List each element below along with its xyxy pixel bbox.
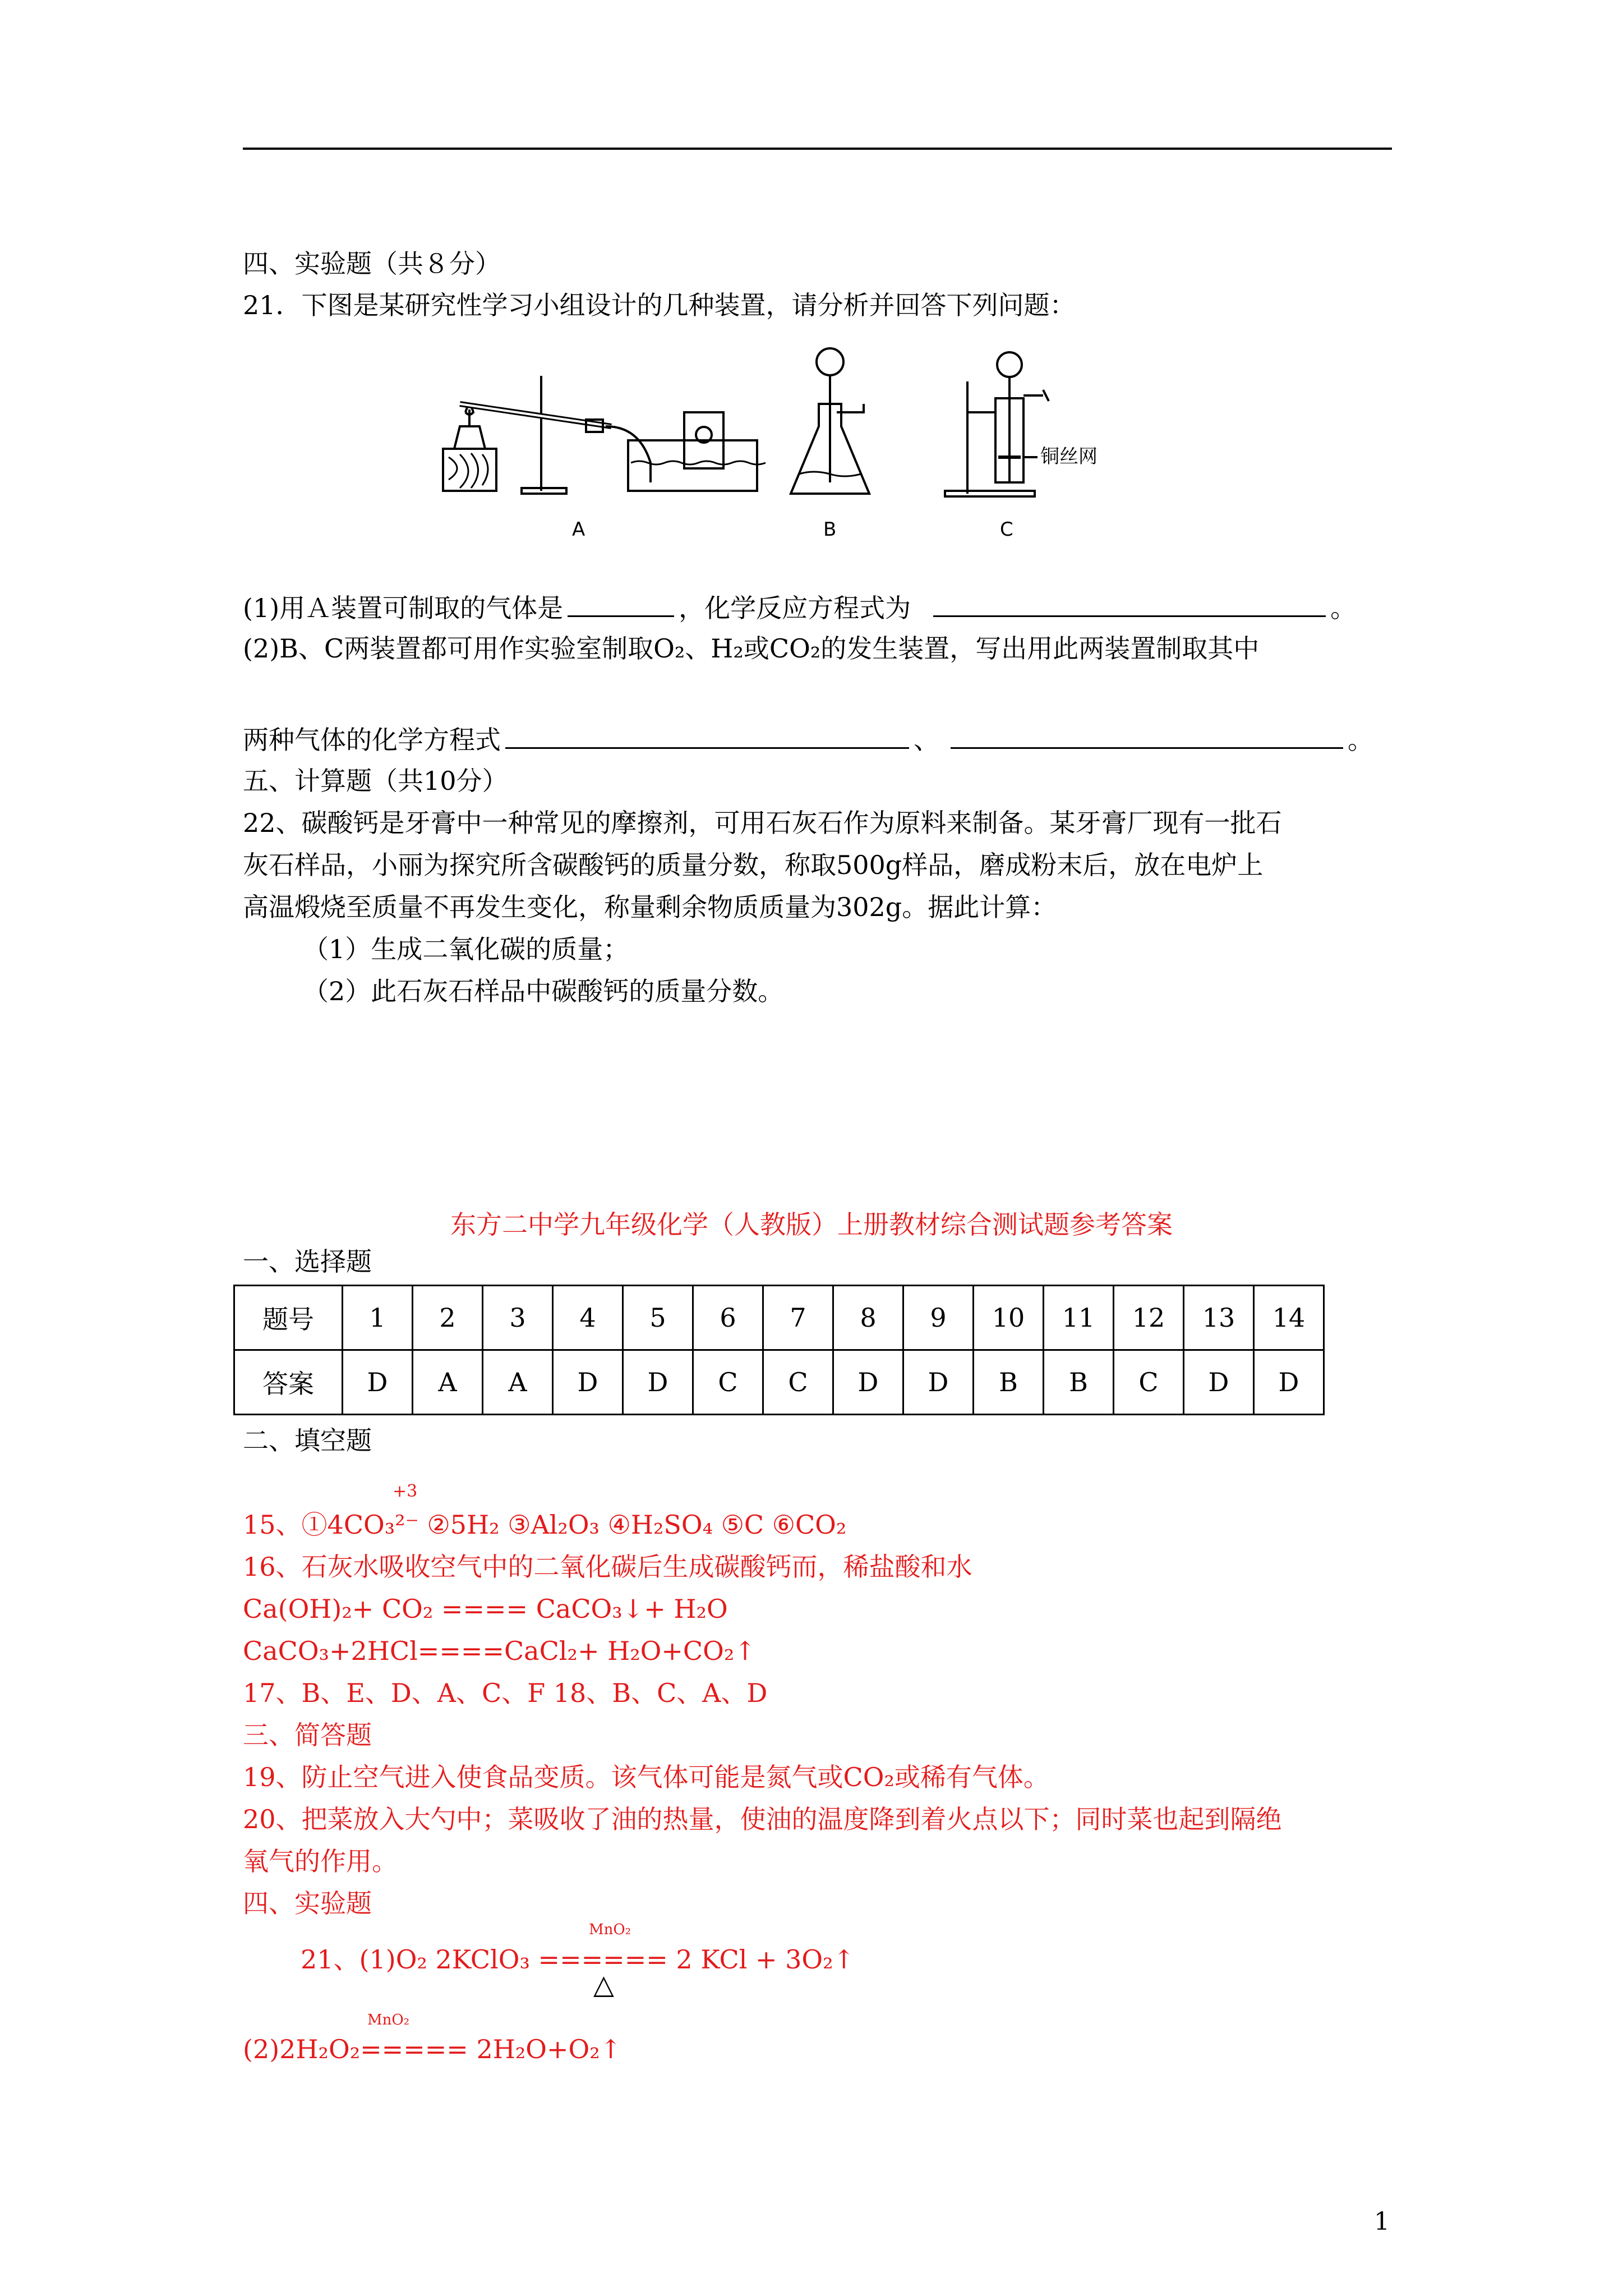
- table-cell: A: [483, 1350, 553, 1415]
- answer-15: 15、①4CO₃²⁻ ②5H₂ ③Al₂O₃ ④H₂SO₄ ⑤C ⑥CO₂: [243, 1510, 847, 1540]
- table-cell: C: [693, 1350, 763, 1415]
- table-cell: A: [413, 1350, 483, 1415]
- alcohol-lamp: [454, 426, 485, 449]
- table-header-cell: 题号: [234, 1286, 343, 1350]
- answer-section-3: 三、简答题: [243, 1720, 372, 1750]
- page-number: 1: [1374, 2207, 1390, 2236]
- figure-label-b: B: [823, 518, 837, 541]
- table-row: [234, 1286, 1324, 1350]
- figure-label-a: A: [572, 518, 585, 541]
- table-cell: 6: [693, 1286, 763, 1350]
- copper-mesh-label: 铜丝网: [1040, 445, 1098, 468]
- catalyst-label: MnO₂: [367, 2012, 410, 2028]
- question-22-line1: 22、碳酸钙是牙膏中一种常见的摩擦剂，可用石灰石作为原料来制备。某牙膏厂现有一批石: [243, 808, 1282, 838]
- table-cell: 9: [903, 1286, 974, 1350]
- table-header-cell: 答案: [234, 1350, 343, 1415]
- table-cell: B: [1044, 1350, 1114, 1415]
- water-trough: [628, 440, 757, 491]
- answer-key-title: 东方二中学九年级化学（人教版）上册教材综合测试题参考答案: [450, 1209, 1173, 1240]
- question-21-2: (2)B、C两装置都可用作实验室制取O₂、H₂或CO₂的发生装置，写出用此两装置制取其中: [243, 633, 1260, 664]
- answer-blank[interactable]: [505, 723, 909, 749]
- figure-label-c: C: [1000, 518, 1013, 541]
- table-cell: 1: [343, 1286, 413, 1350]
- answer-21-2: (2)2H₂O₂===== 2H₂O+O₂↑: [243, 2034, 622, 2064]
- answer-20-line1: 20、把菜放入大勺中；菜吸收了油的热量，使油的温度降到着火点以下；同时菜也起到隔绝: [243, 1804, 1282, 1834]
- question-21-2-blanks: 两种气体的化学方程式 、 。: [243, 723, 1373, 757]
- apparatus-figure: [437, 342, 1161, 544]
- catalyst-label: MnO₂: [589, 1921, 631, 1938]
- answer-blank[interactable]: [568, 591, 674, 617]
- answer-blank[interactable]: [951, 723, 1343, 749]
- question-22-line2: 灰石样品，小丽为探究所含碳酸钙的质量分数，称取500g样品，磨成粉末后，放在电炉上: [243, 850, 1264, 880]
- table-cell: 2: [413, 1286, 483, 1350]
- table-cell: C: [1114, 1350, 1184, 1415]
- table-cell: 5: [623, 1286, 693, 1350]
- answer-17-18: 17、B、E、D、A、C、F 18、B、C、A、D: [243, 1678, 768, 1708]
- table-cell: 10: [974, 1286, 1044, 1350]
- answer-16: 16、石灰水吸收空气中的二氧化碳后生成碳酸钙而，稀盐酸和水: [243, 1552, 972, 1582]
- table-cell: 13: [1184, 1286, 1254, 1350]
- answer-16-equation-1: Ca(OH)₂+ CO₂ ==== CaCO₃↓+ H₂O: [243, 1594, 728, 1624]
- table-cell: D: [623, 1350, 693, 1415]
- table-cell: D: [1184, 1350, 1254, 1415]
- table-cell: 11: [1044, 1286, 1114, 1350]
- table-cell: D: [833, 1350, 903, 1415]
- table-cell: D: [1254, 1350, 1324, 1415]
- question-21: 21．下图是某研究性学习小组设计的几种装置，请分析并回答下列问题：: [243, 290, 1076, 320]
- answer-21-1: 21、(1)O₂ 2KClO₃ ====== 2 KCl + 3O₂↑: [301, 1944, 855, 1975]
- header-rule: [243, 148, 1392, 150]
- table-cell: 14: [1254, 1286, 1324, 1350]
- funnel-c: [997, 352, 1022, 377]
- answer-19: 19、防止空气进入使食品变质。该气体可能是氮气或CO₂或稀有气体。: [243, 1762, 1049, 1792]
- table-cell: D: [343, 1350, 413, 1415]
- answer-blank[interactable]: [933, 591, 1326, 617]
- answer-20-line2: 氧气的作用。: [243, 1846, 398, 1876]
- answer-section-2: 二、填空题: [243, 1425, 372, 1456]
- heat-symbol: △: [593, 1969, 614, 2000]
- answer-section-4: 四、实验题: [243, 1888, 372, 1918]
- question-22-sub1: （1）生成二氧化碳的质量；: [303, 934, 629, 964]
- table-row: [234, 1350, 1324, 1415]
- table-cell: 12: [1114, 1286, 1184, 1350]
- question-21-1: (1)用Ａ装置可制取的气体是 ，化学反应方程式为 。: [243, 591, 1356, 625]
- table-cell: 8: [833, 1286, 903, 1350]
- separatory-funnel: [817, 348, 843, 375]
- table-cell: 7: [763, 1286, 833, 1350]
- table-cell: D: [553, 1350, 623, 1415]
- section-5-title: 五、计算题（共10分）: [243, 766, 508, 796]
- answer-section-1: 一、选择题: [243, 1246, 372, 1277]
- table-cell: B: [974, 1350, 1044, 1415]
- question-22-line3: 高温煅烧至质量不再发生变化，称量剩余物质质量为302g。据此计算：: [243, 892, 1057, 922]
- table-cell: 4: [553, 1286, 623, 1350]
- section-4-title: 四、实验题（共８分）: [243, 249, 501, 279]
- answer-16-equation-2: CaCO₃+2HCl====CaCl₂+ H₂O+CO₂↑: [243, 1636, 756, 1666]
- table-cell: D: [903, 1350, 974, 1415]
- table-cell: 3: [483, 1286, 553, 1350]
- valence-mark: +3: [393, 1481, 418, 1501]
- answer-table: [233, 1285, 1325, 1415]
- question-22-sub2: （2）此石灰石样品中碳酸钙的质量分数。: [303, 976, 784, 1006]
- table-cell: C: [763, 1350, 833, 1415]
